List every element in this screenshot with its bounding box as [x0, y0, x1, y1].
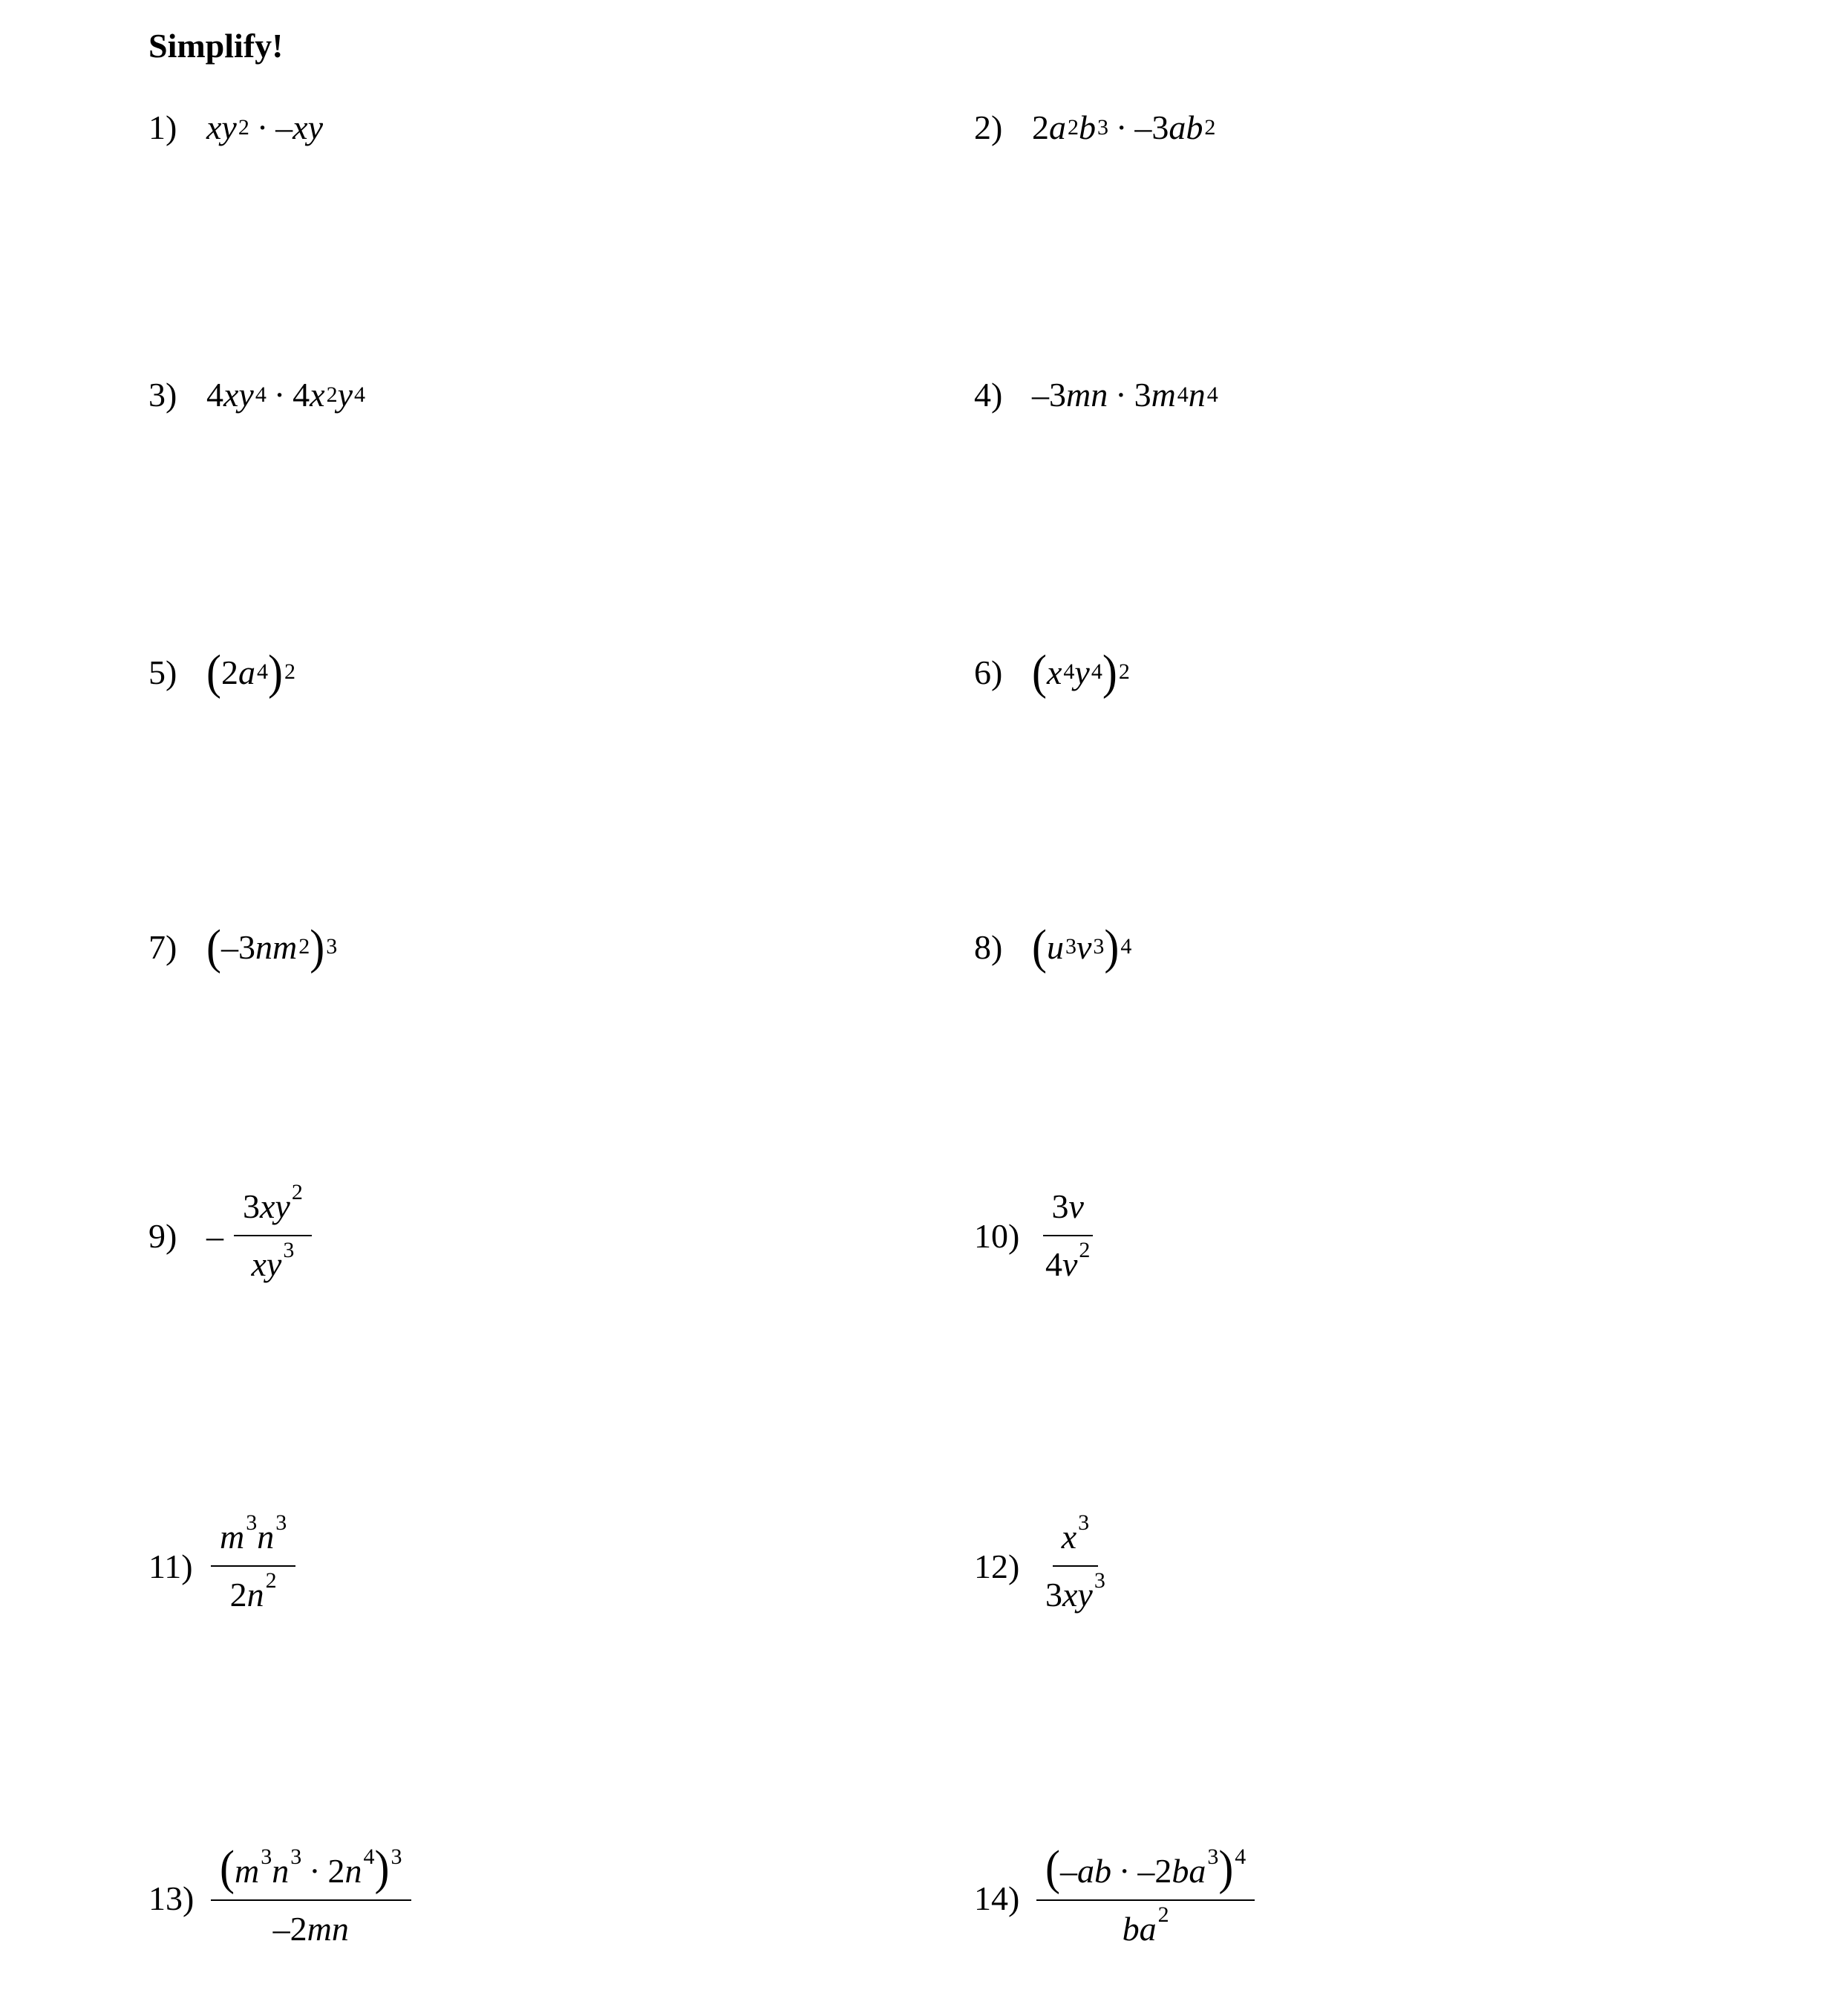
problem-12-expression [1032, 1510, 1114, 1617]
problem-3 [148, 375, 365, 414]
fraction: $\frac{(m^3n^3 \cdot 2n^4)^3}{-2mn}$ [211, 1845, 411, 1951]
problem-number: 14) [974, 1879, 1020, 1917]
problem-number: 13) [148, 1879, 195, 1917]
problem-3-expression: 4 xy 4 · 4 x 2 y 4 [206, 376, 366, 414]
problem-number: 4) [974, 376, 1003, 414]
problem-number: 12) [974, 1547, 1020, 1585]
problem-number: 9) [148, 1216, 177, 1255]
fraction: $\frac{3xy^2}{xy^3}$ [234, 1184, 312, 1287]
problem-number: 10) [974, 1216, 1020, 1255]
problem-number: 3) [148, 376, 177, 414]
problem-7 [148, 919, 338, 974]
fraction: $\frac{(-ab \cdot -2ba^3)^4}{ba^2}$ [1036, 1845, 1255, 1951]
problem-number: 6) [974, 653, 1003, 691]
problem-12 [974, 1510, 1114, 1617]
problem-number: 11) [148, 1547, 193, 1585]
problem-13 [148, 1840, 411, 1951]
problem-14 [974, 1840, 1255, 1951]
problem-6 [974, 645, 1130, 699]
problem-2 [974, 108, 1215, 147]
problem-5 [148, 645, 295, 699]
problem-5-expression: ( 2 a 4 ) 2 [206, 645, 295, 699]
fraction: $\frac{3v}{4v^2}$ [1036, 1184, 1099, 1287]
problem-11-expression [206, 1510, 295, 1617]
fraction: $\frac{m^3n^3}{2n^2}$ [211, 1515, 295, 1617]
problem-13-expression [206, 1840, 411, 1951]
problem-9-expression: – $\frac{3xy^2}{xy^3}$ [206, 1184, 312, 1287]
problem-7-expression: ( –3 nm 2 ) 3 [206, 919, 338, 974]
problem-number: 1) [148, 108, 177, 146]
problem-11 [148, 1510, 295, 1617]
problem-10-expression [1032, 1184, 1099, 1287]
problem-9 [148, 1179, 312, 1287]
problem-6-expression: ( x 4 y 4 ) 2 [1032, 645, 1130, 699]
problem-1 [148, 108, 323, 147]
problem-1-expression: xy 2 · –xy [206, 108, 324, 146]
problem-number: 8) [974, 927, 1003, 966]
page-title: Simplify! [148, 27, 284, 65]
problem-14-expression [1032, 1840, 1255, 1951]
fraction: $\frac{x^3}{3xy^3}$ [1045, 1510, 1105, 1614]
problem-number: 5) [148, 653, 177, 691]
problem-number: 7) [148, 927, 177, 966]
problem-8-expression: ( u 3 v 3 ) 4 [1032, 919, 1132, 974]
problem-4 [974, 375, 1218, 414]
problem-10 [974, 1184, 1099, 1287]
problem-2-expression: 2 a 2 b 3 · –3 ab 2 [1032, 108, 1216, 146]
problem-4-expression: –3 mn · 3 m 4 n 4 [1032, 376, 1218, 414]
problem-8 [974, 919, 1132, 974]
problem-number: 2) [974, 108, 1003, 146]
